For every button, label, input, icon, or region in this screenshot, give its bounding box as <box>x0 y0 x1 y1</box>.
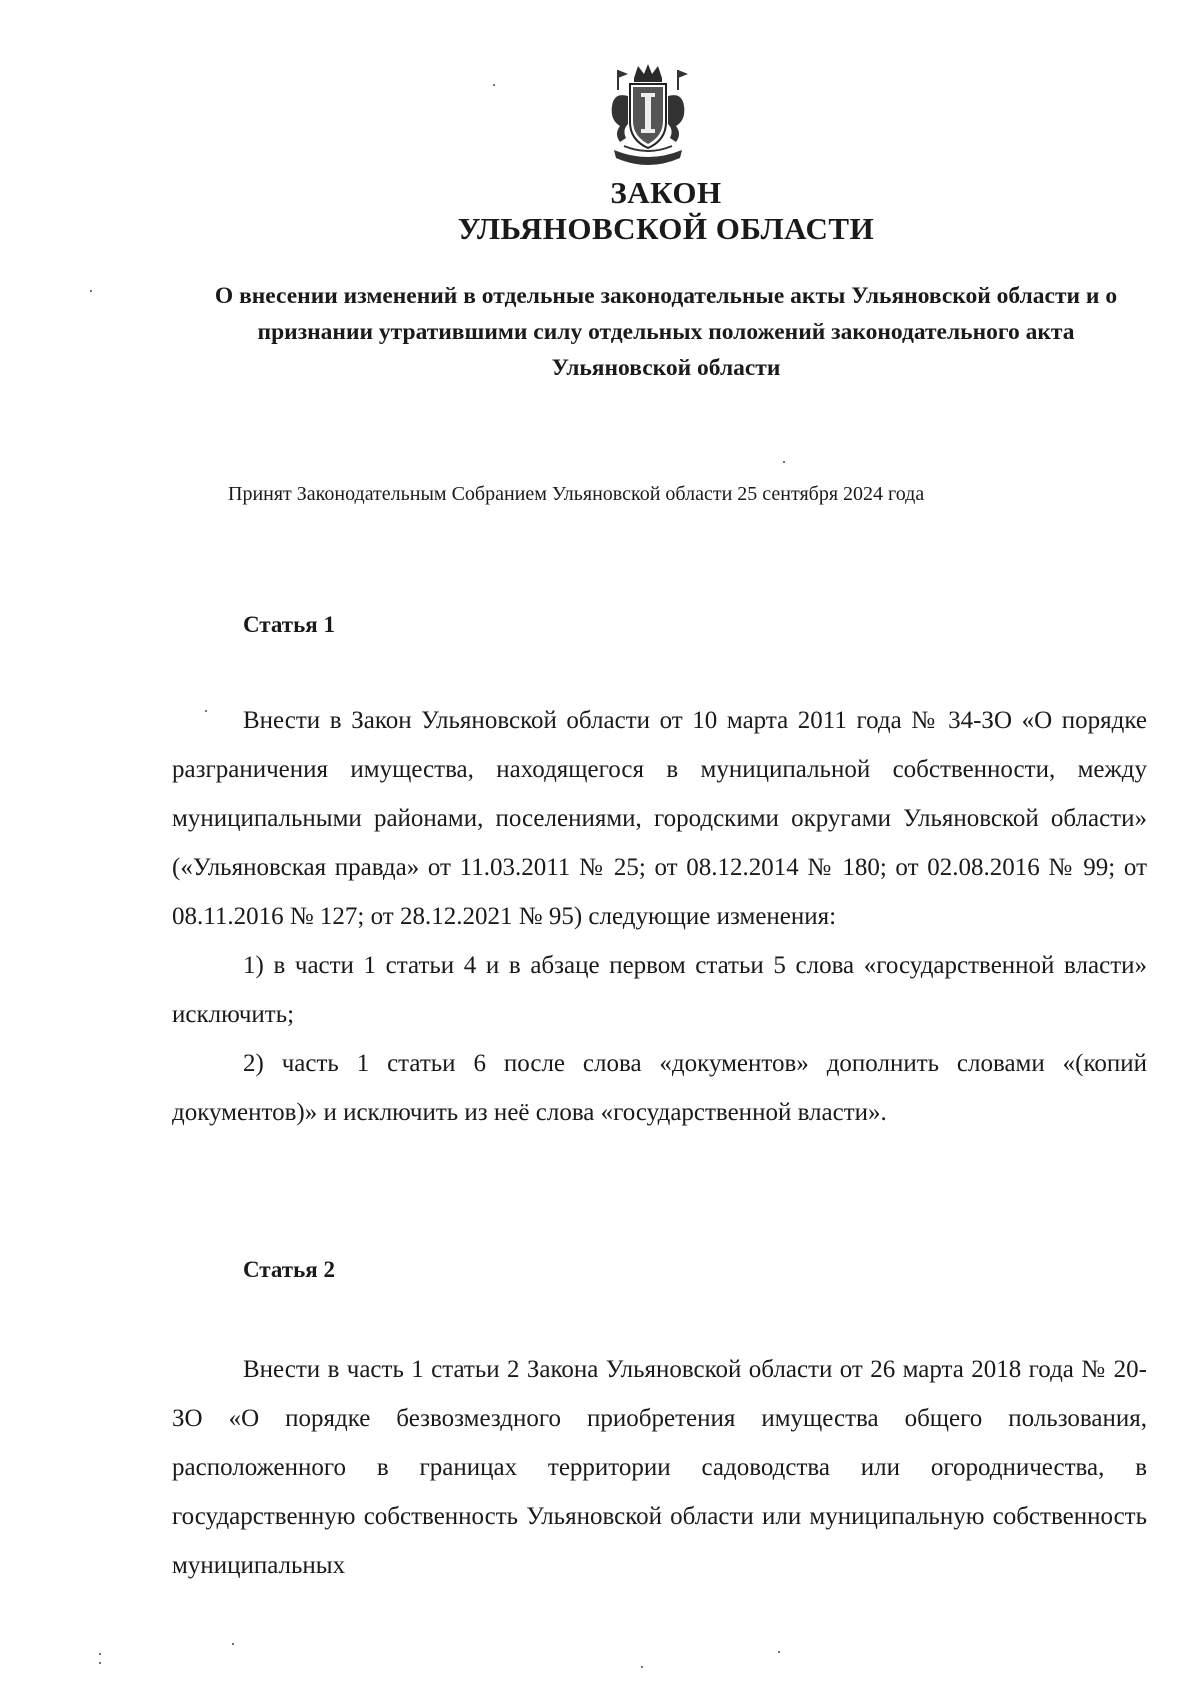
law-subject: О внесении изменений в отдельные законодательные акты Ульяновской области и о признании утратившими силу отдельных положений законодательного акта Ульяновской области <box>214 283 1118 381</box>
scan-speck <box>493 84 495 86</box>
law-title-line1: ЗАКОН <box>610 175 722 210</box>
article-1-body <box>172 696 1147 1137</box>
scan-speck <box>641 1666 643 1668</box>
article-2-body <box>172 1345 1147 1590</box>
scan-speck <box>99 1662 101 1664</box>
article-1-heading: Статья 1 <box>243 612 335 637</box>
article-1-item-2: 2) часть 1 статьи 6 после слова «документов» дополнить словами «(копий документов)» и исключить из неё слова «государственной власти». <box>172 1050 1147 1126</box>
law-title-line2: УЛЬЯНОВСКОЙ ОБЛАСТИ <box>457 211 875 246</box>
article-1-intro: Внести в Закон Ульяновской области от 10 марта 2011 года № 34-ЗО «О порядке разграничения имущества, находящегося в муниципальной собственности, между муниципальными районами, поселениями, городскими округами Ульяновской области» («Ульяновская правда» от 11.03.2011 № 25; от 08.12.2014 № 180; от 02.08.2016 № 99; от 08.11.2016 № 127; от 28.12.2021 № 95) следующие изменения: <box>172 707 1147 930</box>
scan-speck <box>90 290 92 292</box>
scan-speck <box>99 1653 101 1655</box>
scan-speck <box>783 461 785 463</box>
adoption-note: Принят Законодательным Собранием Ульяновской области 25 сентября 2024 года <box>228 483 925 505</box>
scan-speck <box>205 710 207 712</box>
article-1-item-1: 1) в части 1 статьи 4 и в абзаце первом статьи 5 слова «государственной власти» исключить; <box>172 952 1147 1028</box>
scan-speck <box>232 1643 234 1645</box>
scan-speck <box>778 1651 780 1653</box>
article-2-intro: Внести в часть 1 статьи 2 Закона Ульяновской области от 26 марта 2018 года № 20-ЗО «О порядке безвозмездного приобретения имущества общего пользования, расположенного в границах территории садоводства или огородничества, в государственную собственность Ульяновской области или муниципальную собственность муниципальных <box>172 1356 1147 1579</box>
coat-of-arms-icon <box>600 60 696 172</box>
article-2-heading: Статья 2 <box>243 1257 335 1282</box>
